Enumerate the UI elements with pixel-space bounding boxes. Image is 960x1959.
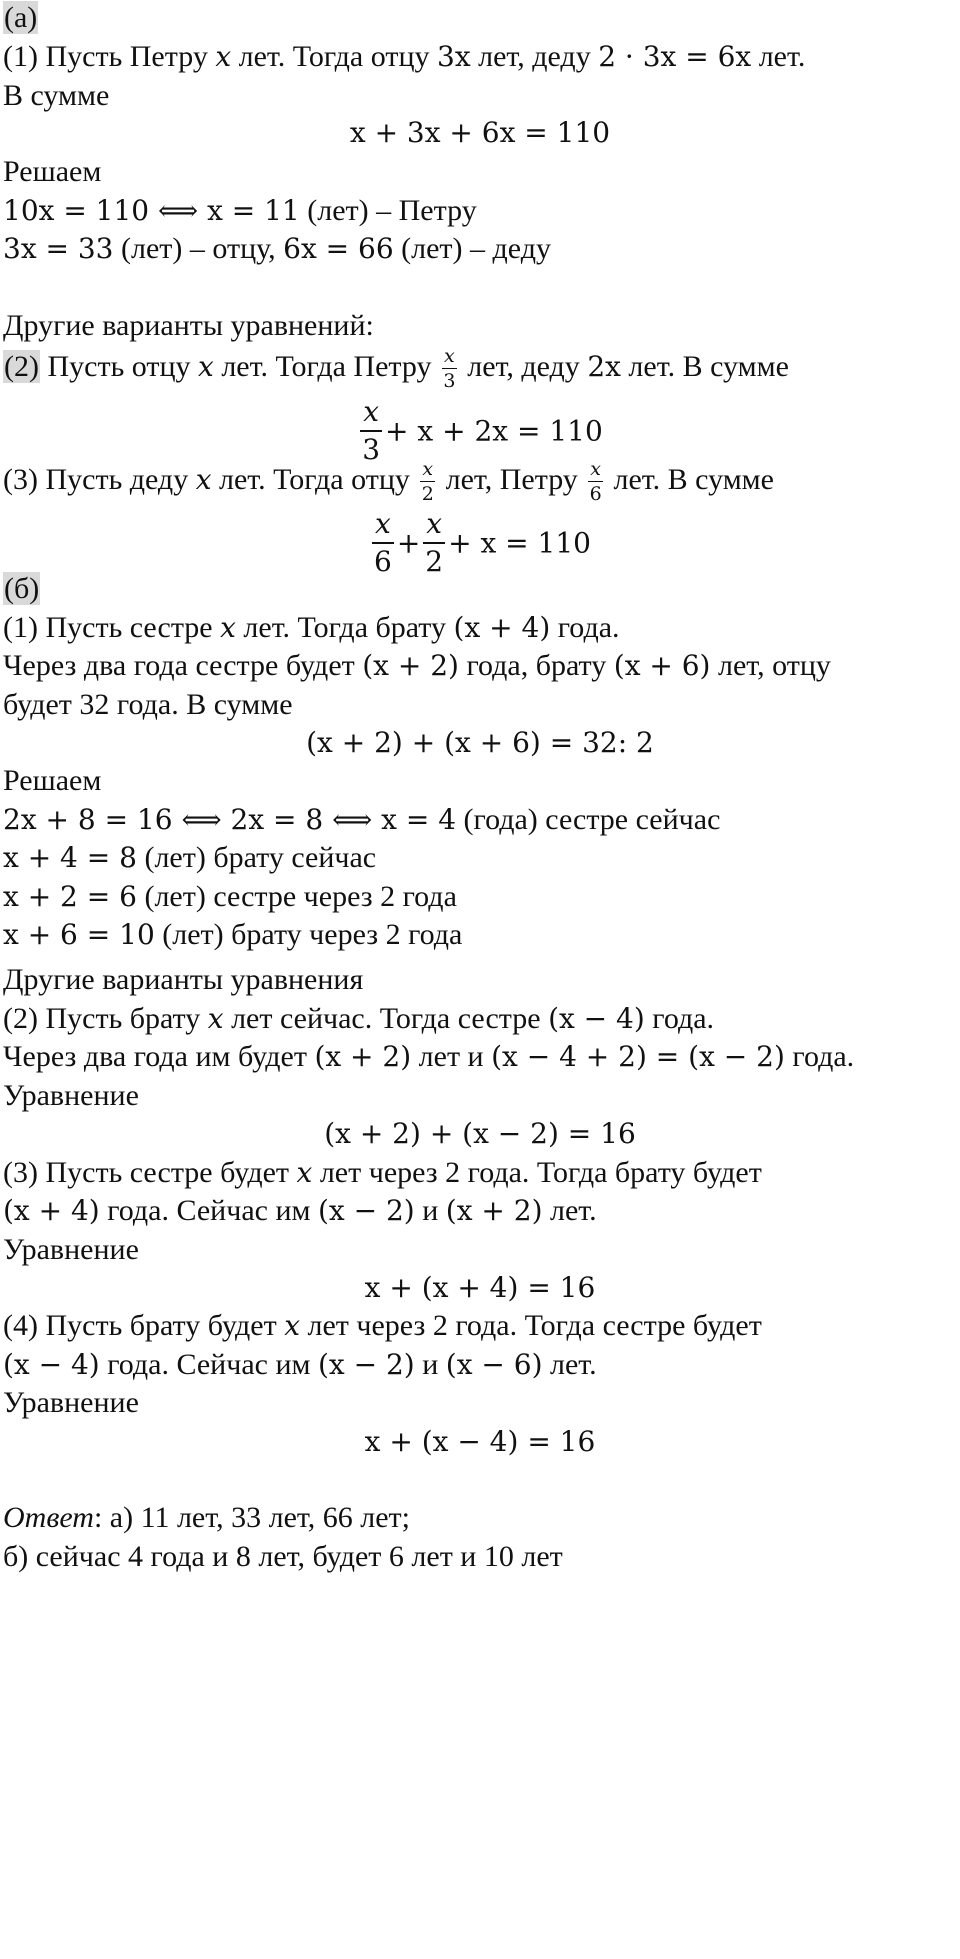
- part-b-line-6: x + 4 = 8 (лет) брату сейчас: [3, 841, 377, 874]
- part-b-line-3: будет 32 года. В сумме: [3, 688, 293, 721]
- part-a-equation-3: $\frac{x}{6}$ + $\frac{x}{2}$ + x = 110: [374, 507, 591, 578]
- part-b-line-7: x + 2 = 6 (лет) сестре через 2 года: [3, 880, 457, 913]
- part-b-line-12: Уравнение: [3, 1079, 139, 1112]
- part-b-line-8: x + 6 = 10 (лет) брату через 2 года: [3, 918, 463, 951]
- part-b-line-5: 2x + 8 = 16 ⟺ 2x = 8 ⟺ x = 4 (года) сестре сейчас: [3, 803, 721, 836]
- part-a-line-4: 10x = 110 ⟺ x = 11 (лет) – Петру: [3, 194, 477, 227]
- part-b-line-13: (3) Пусть сестре будет x лет через 2 года. Тогда брату будет: [3, 1156, 762, 1189]
- part-b-line-4: Решаем: [3, 764, 102, 797]
- part-b-line-2: Через два года сестре будет (x + 2) года, брату (x + 6) лет, отцу: [3, 649, 831, 682]
- part-b-line-15: Уравнение: [3, 1233, 139, 1266]
- part-b-line-1: (1) Пусть сестре x лет. Тогда брату (x + 4) года.: [3, 611, 620, 644]
- part-b-line-16: (4) Пусть брату будет x лет через 2 года. Тогда сестре будет: [3, 1309, 762, 1342]
- answer-label: Ответ: [3, 1501, 94, 1534]
- part-a-line-2: В сумме: [3, 79, 110, 112]
- answer-line-2: б) сейчас 4 года и 8 лет, будет 6 лет и 10 лет: [3, 1540, 563, 1573]
- part-b-tag: (б): [4, 572, 40, 605]
- part-a-equation-1: x + 3x + 6x = 110: [349, 116, 611, 149]
- part-b-equation-3: x + (x + 4) = 16: [364, 1271, 596, 1304]
- fraction-x-over-2: $\frac{x}{2}$: [421, 458, 434, 505]
- fraction-x-over-2-large: $\frac{x}{2}$: [425, 507, 444, 578]
- fraction-x-over-3: $\frac{x}{3}$: [443, 345, 456, 392]
- answer-line-1: Ответ: а) 11 лет, 33 лет, 66 лет;: [3, 1501, 410, 1534]
- fraction-x-over-3-large: $\frac{x}{3}$: [362, 395, 381, 466]
- part-a-line-7: (2) Пусть отцу x лет. Тогда Петру $\frac{x}{3}$ лет, деду 2x лет. В сумме: [4, 345, 789, 392]
- fraction-x-over-6: $\frac{x}{6}$: [589, 458, 602, 505]
- part-b-equation-4: x + (x − 4) = 16: [364, 1425, 596, 1458]
- part-b-equation-1: (x + 2) + (x + 6) = 32: 2: [306, 726, 654, 759]
- part-a-tag: (а): [4, 1, 38, 34]
- part-a-line-5: 3x = 33 (лет) – отцу, 6x = 66 (лет) – деду: [3, 232, 551, 265]
- part-b-line-9: Другие варианты уравнения: [3, 963, 364, 996]
- part-a-line-6: Другие варианты уравнений:: [3, 309, 374, 342]
- part-b-line-14: (x + 4) года. Сейчас им (x − 2) и (x + 2) лет.: [3, 1194, 597, 1227]
- part-a-line-1: (1) Пусть Петру x лет. Тогда отцу 3x лет, деду 2 · 3x = 6x лет.: [3, 40, 806, 73]
- part-a-line-8: (3) Пусть деду x лет. Тогда отцу $\frac{x}{2}$ лет, Петру $\frac{x}{6}$ лет. В сумме: [3, 458, 774, 505]
- part-b-line-10: (2) Пусть брату x лет сейчас. Тогда сестре (x − 4) года.: [3, 1002, 715, 1035]
- part-b-line-11: Через два года им будет (x + 2) лет и (x − 4 + 2) = (x − 2) года.: [3, 1040, 855, 1073]
- part-b-line-17: (x − 4) года. Сейчас им (x − 2) и (x − 6) лет.: [3, 1348, 597, 1381]
- part-a-equation-2: $\frac{x}{3}$ + x + 2x = 110: [362, 395, 603, 466]
- part-b-equation-2: (x + 2) + (x − 2) = 16: [324, 1117, 636, 1150]
- fraction-x-over-6-large: $\frac{x}{6}$: [374, 507, 392, 578]
- part-b-line-18: Уравнение: [3, 1386, 139, 1419]
- part-a-line-3: Решаем: [3, 155, 102, 188]
